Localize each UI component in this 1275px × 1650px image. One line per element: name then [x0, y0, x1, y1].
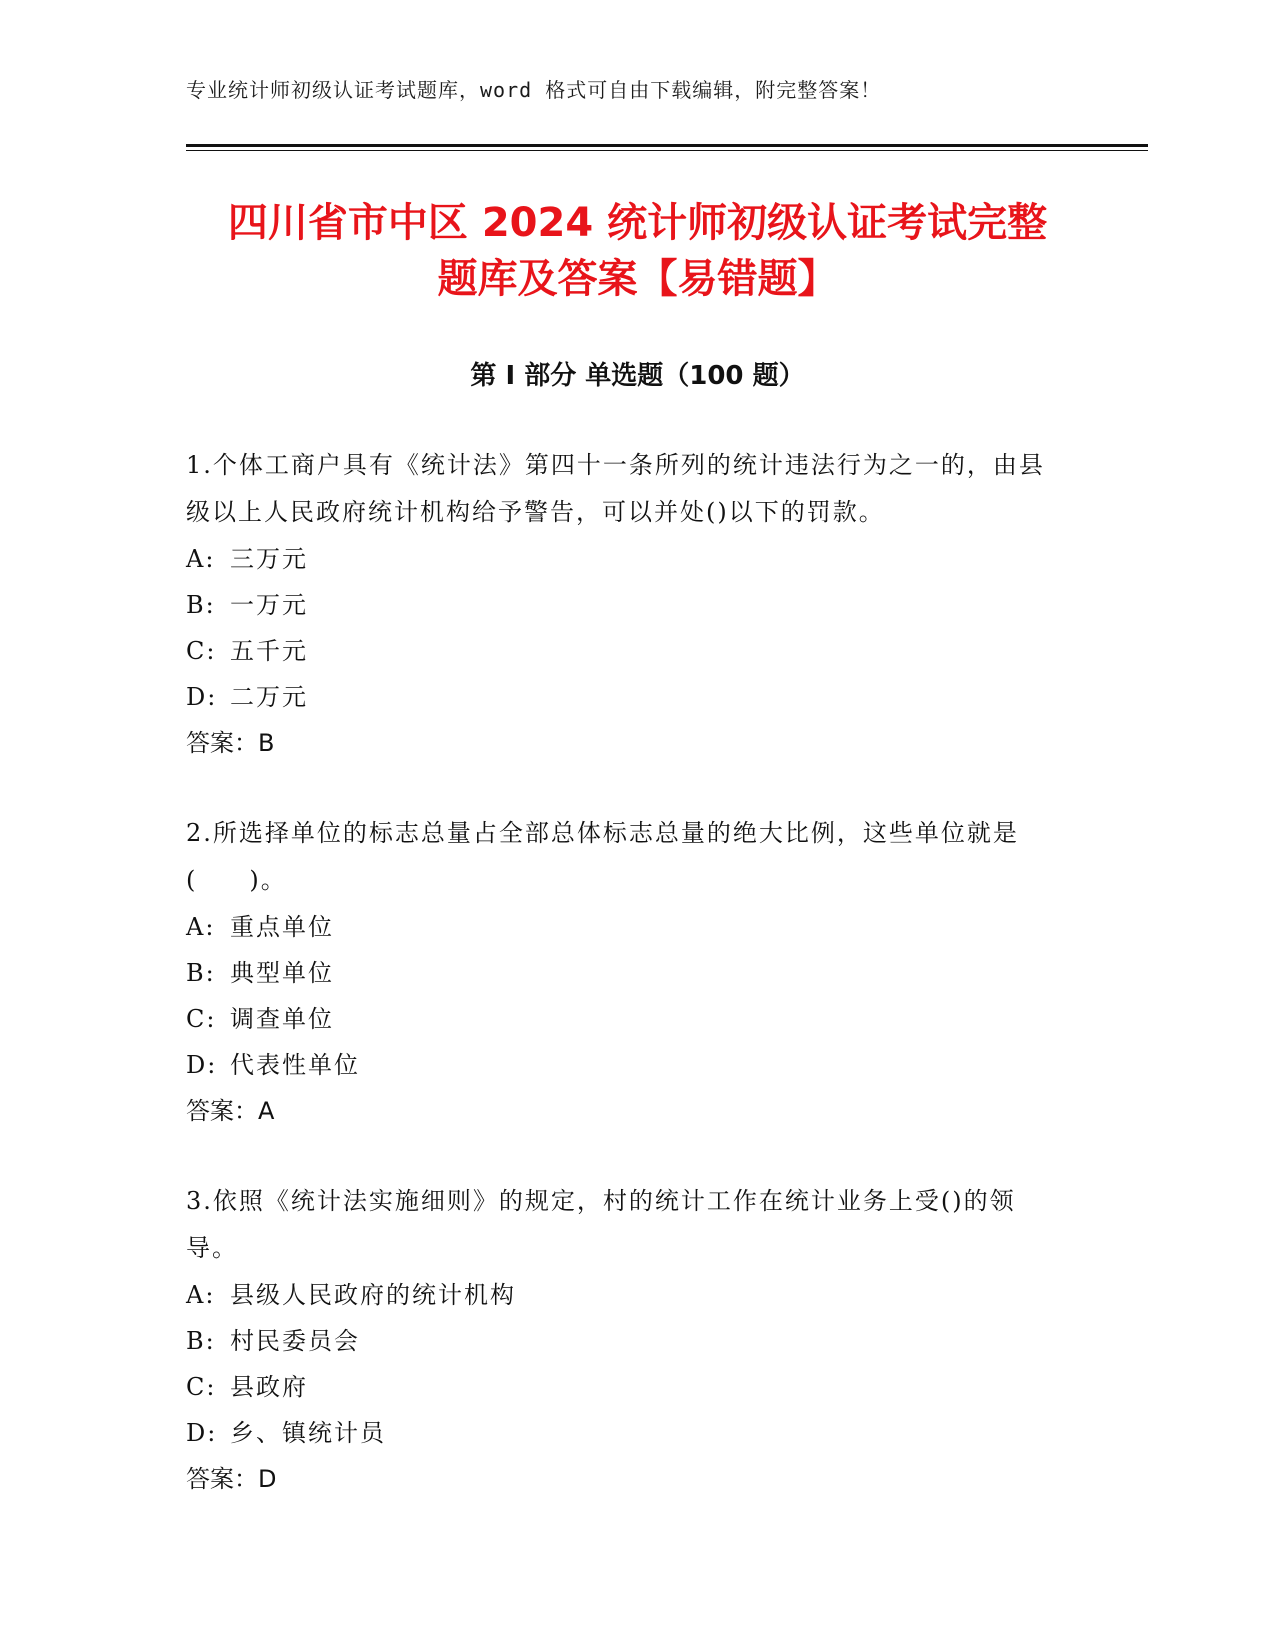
option-letter: A: — [186, 1281, 216, 1309]
option-text: 典型单位 — [230, 959, 334, 987]
option-text: 二万元 — [230, 683, 308, 711]
option-text: 村民委员会 — [230, 1327, 360, 1355]
header-note: 专业统计师初级认证考试题库，word 格式可自由下载编辑，附完整答案！ — [186, 78, 882, 102]
option-letter: B: — [186, 959, 216, 987]
document-title — [150, 195, 1125, 307]
answer-line: 答案：D — [186, 1465, 277, 1493]
option-letter: C: — [186, 1005, 217, 1033]
option-text: 五千元 — [230, 637, 308, 665]
option-d — [186, 674, 1066, 720]
answer-line: 答案：B — [186, 729, 275, 757]
option-text: 代表性单位 — [230, 1051, 360, 1079]
question-text: 1.个体工商户具有《统计法》第四十一条所列的统计违法行为之一的，由县级以上人民政府统计机构给予警告，可以并处()以下的罚款。 — [186, 451, 1045, 526]
option-text: 三万元 — [230, 545, 308, 573]
option-letter: D: — [186, 1419, 218, 1447]
option-c — [186, 996, 1066, 1042]
option-text: 县政府 — [230, 1373, 308, 1401]
option-a — [186, 904, 1066, 950]
question-text: 2.所选择单位的标志总量占全部总体标志总量的绝大比例，这些单位就是( )。 — [186, 819, 1019, 894]
option-text: 县级人民政府的统计机构 — [230, 1281, 516, 1309]
question-3 — [186, 1178, 1066, 1502]
option-a — [186, 1272, 1066, 1318]
option-letter: B: — [186, 591, 216, 619]
option-d — [186, 1042, 1066, 1088]
option-letter: A: — [186, 913, 216, 941]
option-letter: B: — [186, 1327, 216, 1355]
header-rule-thin — [186, 150, 1148, 151]
option-letter: D: — [186, 1051, 218, 1079]
option-text: 重点单位 — [230, 913, 334, 941]
option-letter: A: — [186, 545, 216, 573]
option-b — [186, 582, 1066, 628]
option-letter: C: — [186, 1373, 217, 1401]
option-letter: D: — [186, 683, 218, 711]
header-rule-thick — [186, 144, 1148, 147]
option-d — [186, 1410, 1066, 1456]
title-line-1: 四川省市中区 2024 统计师初级认证考试完整 — [227, 200, 1048, 246]
question-2 — [186, 810, 1066, 1134]
question-1 — [186, 442, 1066, 766]
option-text: 一万元 — [230, 591, 308, 619]
option-a — [186, 536, 1066, 582]
option-text: 乡、镇统计员 — [230, 1419, 386, 1447]
title-line-2: 题库及答案【易错题】 — [437, 256, 838, 302]
option-c — [186, 1364, 1066, 1410]
option-c — [186, 628, 1066, 674]
option-b — [186, 1318, 1066, 1364]
section-heading: 第 I 部分 单选题（100 题） — [470, 361, 805, 391]
question-text: 3.依照《统计法实施细则》的规定，村的统计工作在统计业务上受()的领导。 — [186, 1187, 1016, 1262]
answer-line: 答案：A — [186, 1097, 275, 1125]
option-text: 调查单位 — [230, 1005, 334, 1033]
question-list — [186, 442, 1066, 1546]
option-b — [186, 950, 1066, 996]
option-letter: C: — [186, 637, 217, 665]
